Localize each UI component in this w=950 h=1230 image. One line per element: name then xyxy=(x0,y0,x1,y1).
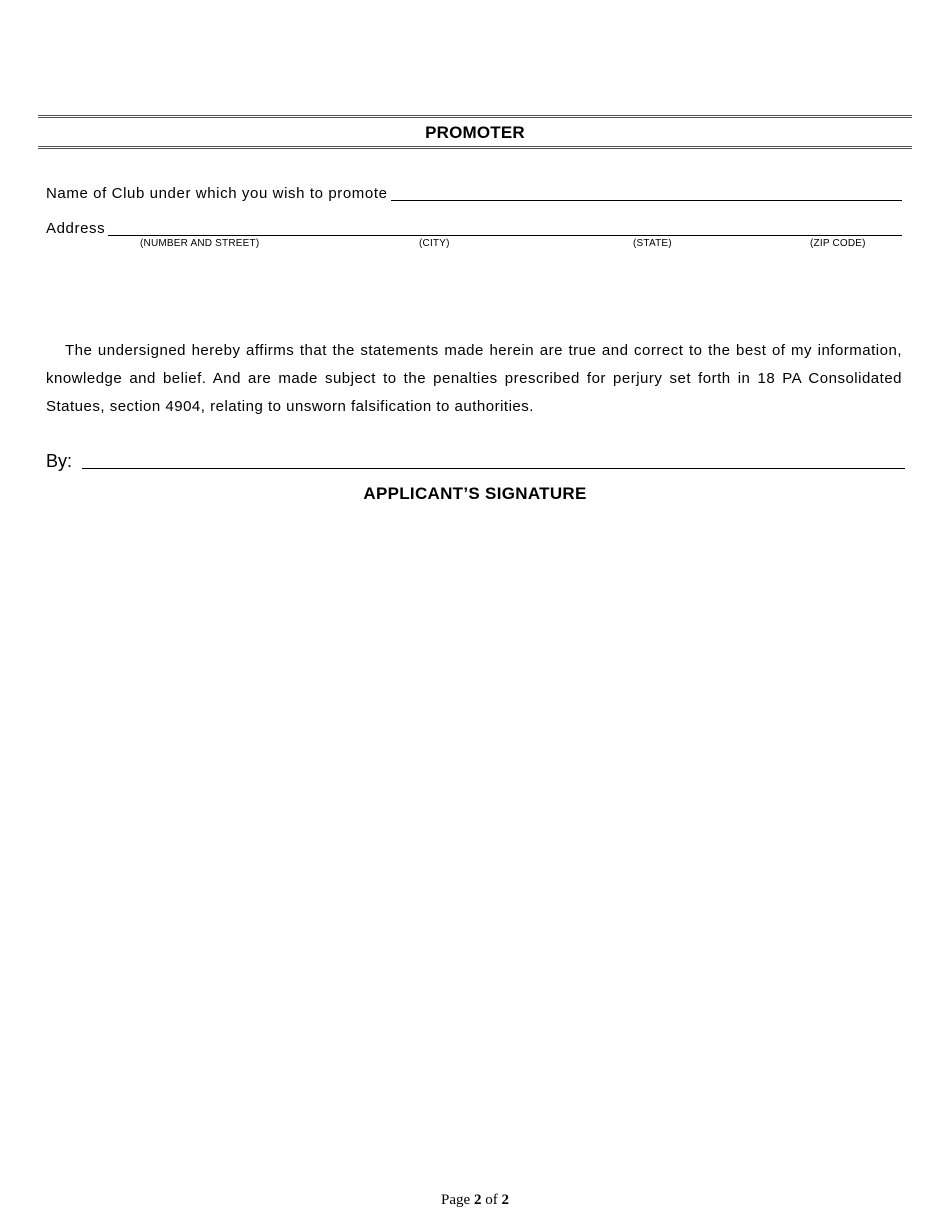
page-word: Page xyxy=(441,1192,471,1208)
signature-row xyxy=(46,450,905,472)
signature-field[interactable] xyxy=(82,452,905,469)
club-name-row xyxy=(46,185,902,203)
club-name-field[interactable] xyxy=(391,186,902,201)
club-name-label: Name of Club under which you wish to promote xyxy=(46,185,388,202)
page-footer xyxy=(0,1192,950,1209)
by-label: By: xyxy=(46,451,73,471)
city-sublabel: (CITY) xyxy=(419,238,450,249)
address-row xyxy=(46,220,902,238)
of-word: of xyxy=(485,1192,498,1208)
address-field[interactable] xyxy=(108,221,902,236)
street-sublabel: (NUMBER AND STREET) xyxy=(140,238,260,249)
address-label: Address xyxy=(46,220,106,237)
zip-sublabel: (ZIP CODE) xyxy=(810,238,866,249)
signature-caption: APPLICANT’S SIGNATURE xyxy=(363,484,587,503)
state-sublabel: (STATE) xyxy=(633,238,672,249)
section-title: PROMOTER xyxy=(425,123,525,142)
promoter-section-header xyxy=(38,115,912,149)
current-page-number: 2 xyxy=(473,1192,482,1208)
total-pages-number: 2 xyxy=(501,1192,509,1208)
affirmation-paragraph: The undersigned hereby affirms that the statements made herein are true and correct to the best of my information, knowledge and belief. And are made subject to the penalties prescribed for perjury set forth in 18 PA Consolidated Statues, section 4904, relating to unsworn falsification to authorities. xyxy=(46,342,902,415)
